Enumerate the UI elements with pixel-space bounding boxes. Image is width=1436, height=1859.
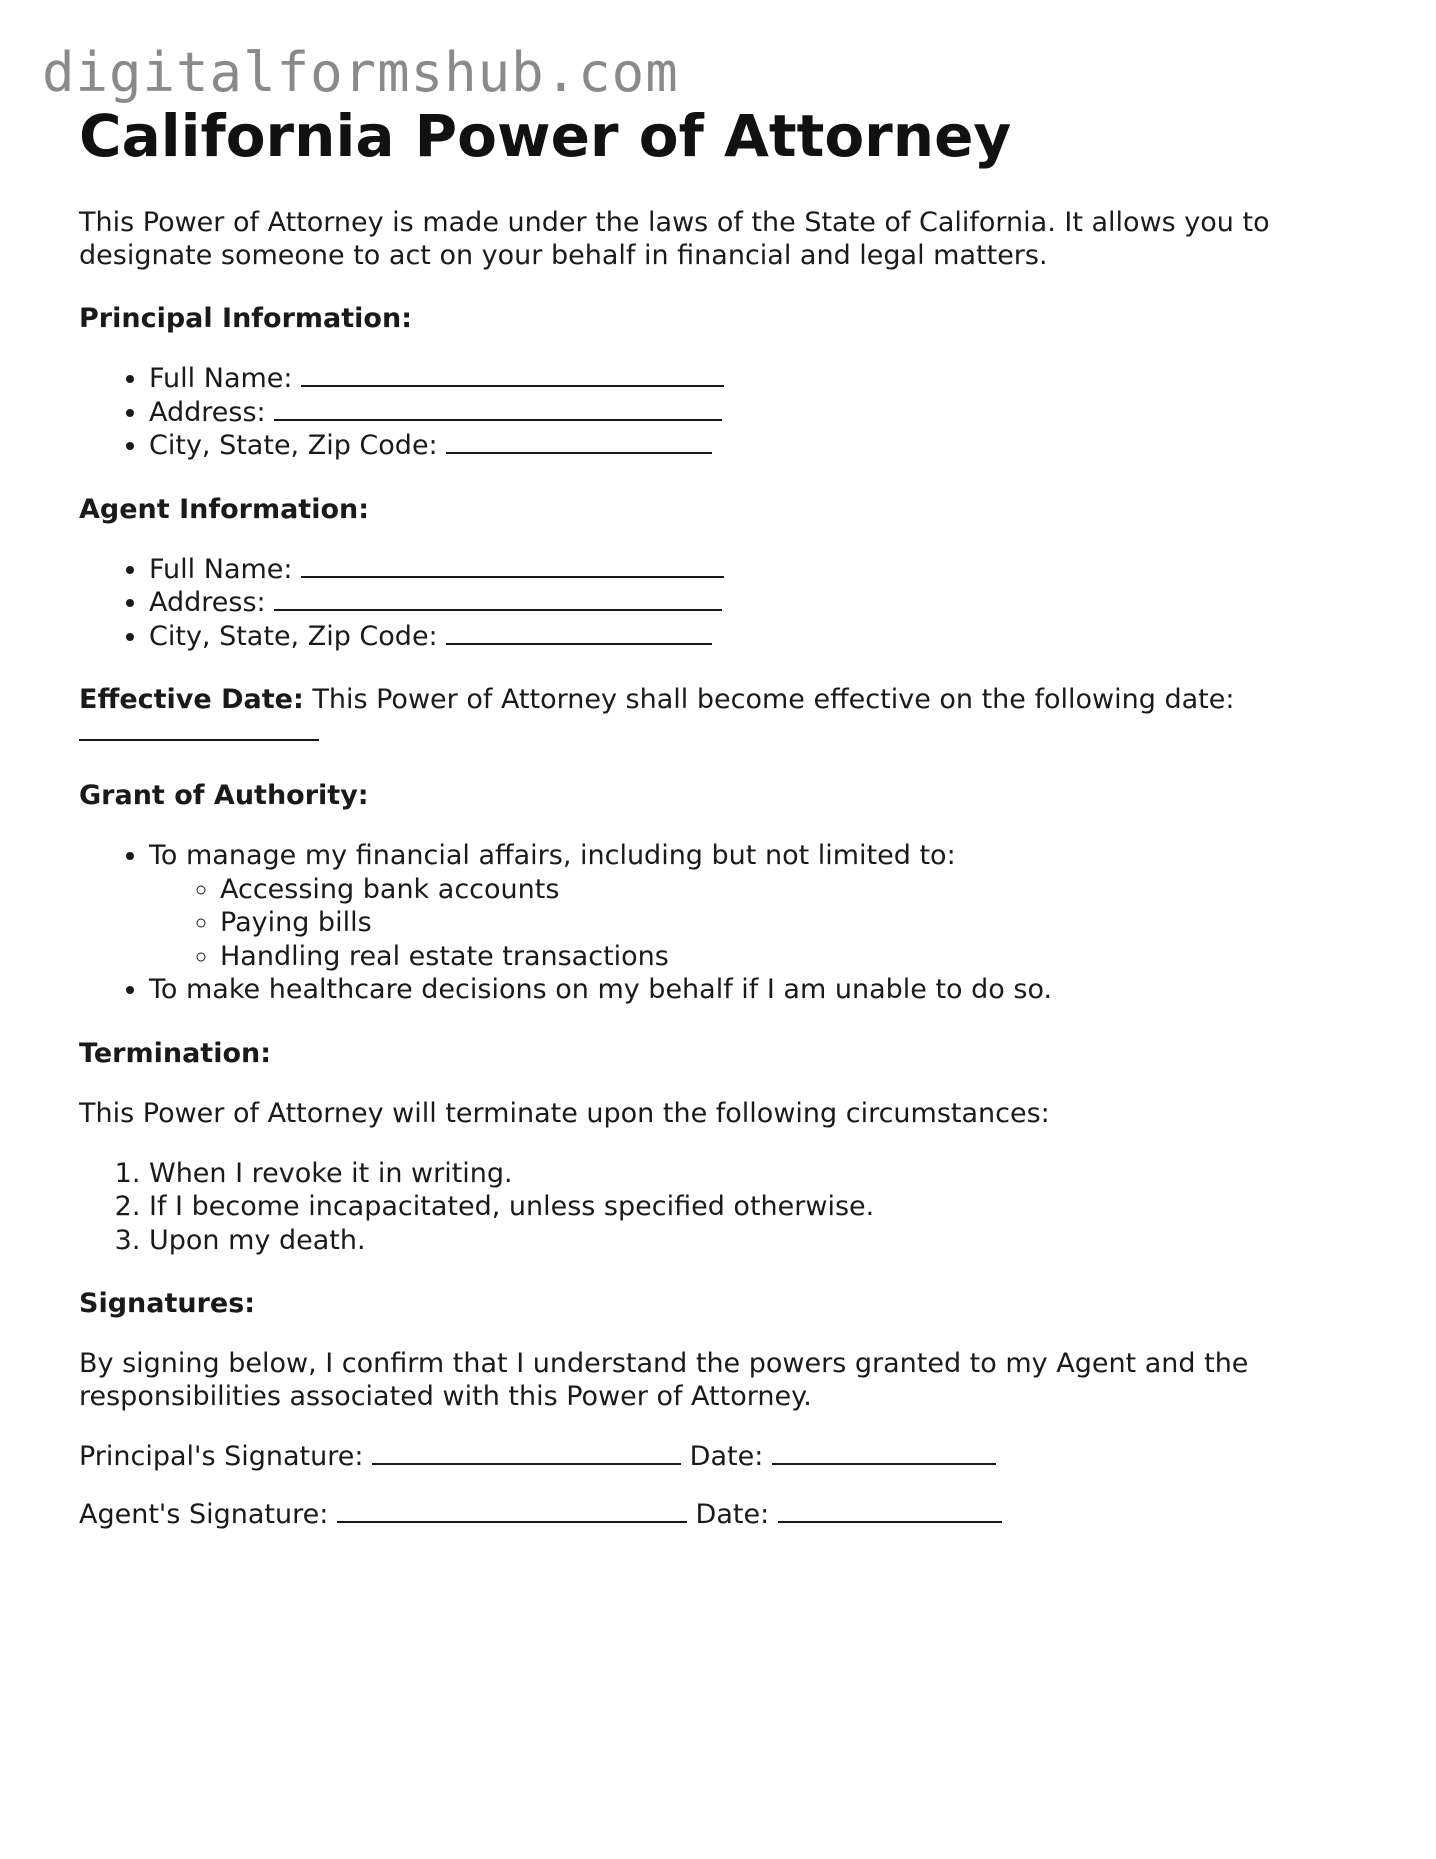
agent-city-field[interactable]: [446, 621, 712, 645]
principal-date-label: Date:: [689, 1441, 764, 1472]
principal-signature-row: [79, 1440, 1359, 1473]
agent-address-item: [149, 586, 1359, 620]
agent-date-field[interactable]: [778, 1499, 1002, 1523]
termination-text: This Power of Attorney will terminate upon the following circumstances:: [79, 1097, 1050, 1129]
effective-date-field[interactable]: [79, 717, 319, 741]
termination-heading: Termination:: [79, 1037, 272, 1069]
document-page: [79, 100, 1359, 1531]
termination-item: 1. When I revoke it in writing.: [149, 1157, 1359, 1191]
grant-item-financial: [149, 839, 1359, 973]
grant-sub-item: ◦ Paying bills: [220, 906, 1359, 940]
principal-date-field[interactable]: [772, 1441, 996, 1465]
watermark: digitalformshub.com: [42, 41, 679, 104]
principal-city-field[interactable]: [446, 430, 712, 454]
agent-signature-label: Agent's Signature:: [79, 1499, 329, 1530]
principal-address-label: Address:: [149, 396, 266, 428]
agent-address-field[interactable]: [274, 587, 722, 611]
agent-full-name-item: [149, 553, 1359, 587]
agent-signature-row: [79, 1498, 1359, 1531]
agent-address-label: Address:: [149, 587, 266, 618]
principal-full-name-field[interactable]: [301, 363, 724, 387]
principal-heading: Principal Information:: [79, 303, 413, 334]
agent-date-label: Date:: [695, 1499, 770, 1530]
termination-item: 2. If I become incapacitated, unless specified otherwise.: [149, 1190, 1359, 1224]
intro-paragraph: This Power of Attorney is made under the laws of the State of California. It allows you to designate someone to act on your behalf in financial and legal matters.: [79, 207, 1270, 271]
principal-full-name-label: Full Name:: [149, 363, 293, 394]
effective-date-paragraph: [79, 683, 1359, 749]
principal-city-label: City, State, Zip Code:: [149, 430, 438, 461]
effective-date-label: Effective Date:: [79, 684, 304, 715]
principal-fields: [79, 362, 1359, 463]
termination-item: 3. Upon my death.: [149, 1224, 1359, 1258]
signatures-heading: Signatures:: [79, 1288, 256, 1319]
signatures-text: By signing below, I confirm that I understand the powers granted to my Agent and the responsibilities associated with this Power of Attorney.: [79, 1348, 1249, 1412]
agent-city-item: [149, 620, 1359, 654]
agent-signature-field[interactable]: [337, 1499, 687, 1523]
agent-full-name-field[interactable]: [301, 554, 724, 578]
principal-address-field[interactable]: [274, 397, 722, 421]
grant-sub-item: ◦ Handling real estate transactions: [220, 940, 1359, 974]
principal-city-item: [149, 429, 1359, 463]
grant-list: [79, 839, 1359, 1007]
document-title: California Power of Attorney: [79, 102, 1012, 170]
effective-date-text: This Power of Attorney shall become effective on the following date:: [312, 684, 1235, 715]
grant-item-healthcare: • To make healthcare decisions on my behalf if I am unable to do so.: [149, 973, 1359, 1007]
principal-signature-field[interactable]: [372, 1441, 681, 1465]
grant-item-financial-text: To manage my financial affairs, including but not limited to:: [149, 840, 956, 871]
grant-heading: Grant of Authority:: [79, 780, 369, 811]
agent-city-label: City, State, Zip Code:: [149, 620, 438, 652]
agent-heading: Agent Information:: [79, 493, 370, 525]
principal-signature-label: Principal's Signature:: [79, 1441, 364, 1472]
grant-sub-item: ◦ Accessing bank accounts: [220, 873, 1359, 907]
agent-full-name-label: Full Name:: [149, 553, 293, 585]
principal-address-item: [149, 396, 1359, 430]
grant-sub-list: [149, 873, 1359, 974]
termination-list: [79, 1157, 1359, 1258]
agent-fields: [79, 553, 1359, 654]
principal-full-name-item: [149, 362, 1359, 396]
